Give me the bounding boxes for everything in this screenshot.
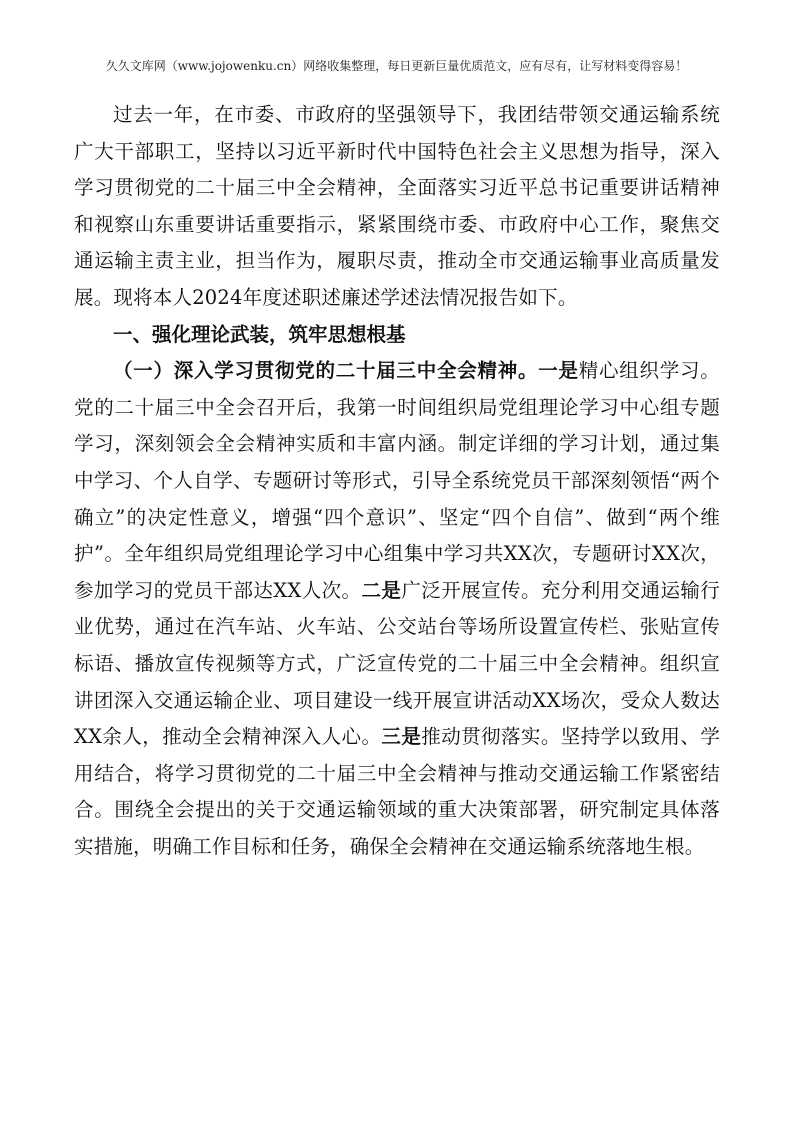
point-text-3: 推动贯彻落实。坚持学以致用、学用结合，将学习贯彻党的二十届三中全会精神与推动交通运输工作紧密结合。围绕全会提出的关于交通运输领域的重大决策部署，研究制定具体落实措施，明确工作目标和任务，确保全会精神在交通运输系统落地生根。: [74, 725, 720, 858]
body-paragraph: [74, 353, 720, 865]
section-heading: 一、强化理论武装，筑牢思想根基: [113, 322, 406, 346]
point-lead-2: 二是: [361, 578, 402, 602]
point-lead-1: 一是: [538, 359, 579, 383]
point-lead-3: 三是: [381, 725, 422, 749]
document-body: [74, 97, 720, 865]
intro-paragraph: 过去一年，在市委、市政府的坚强领导下，我团结带领交通运输系统广大干部职工，坚持以习近平新时代中国特色社会主义思想为指导，深入学习贯彻党的二十届三中全会精神，全面落实习近平总书记重要讲话精神和视察山东重要讲话重要指示，紧紧围绕市委、市政府中心工作，聚焦交通运输主责主业，担当作为，履职尽责，推动全市交通运输事业高质量发展。现将本人2024年度述职述廉述学述法情况报告如下。: [74, 103, 720, 309]
point-text-1: 精心组织学习。党的二十届三中全会召开后，我第一时间组织局党组理论学习中心组专题学习，深刻领会全会精神实质和丰富内涵。制定详细的学习计划，通过集中学习、个人自学、专题研讨等形式，引导全系统党员干部深刻领悟“两个确立”的决定性意义，增强“四个意识”、坚定“四个自信”、做到“两个维护”。全年组织局党组理论学习中心组集中学习共XX次，专题研讨XX次，参加学习的党员干部达XX人次。: [74, 359, 721, 602]
point-text-2: 广泛开展宣传。充分利用交通运输行业优势，通过在汽车站、火车站、公交站台等场所设置宣传栏、张贴宣传标语、播放宣传视频等方式，广泛宣传党的二十届三中全会精神。组织宣讲团深入交通运输企业、项目建设一线开展宣讲活动XX场次，受众人数达XX余人，推动全会精神深入人心。: [74, 578, 721, 749]
page-header: 久久文库网（www.jojowenku.cn）网络收集整理，每日更新巨量优质范文，应有尽有，让写材料变得容易！: [105, 59, 688, 73]
subsection-title: （一）深入学习贯彻党的二十届三中全会精神。: [113, 359, 539, 383]
